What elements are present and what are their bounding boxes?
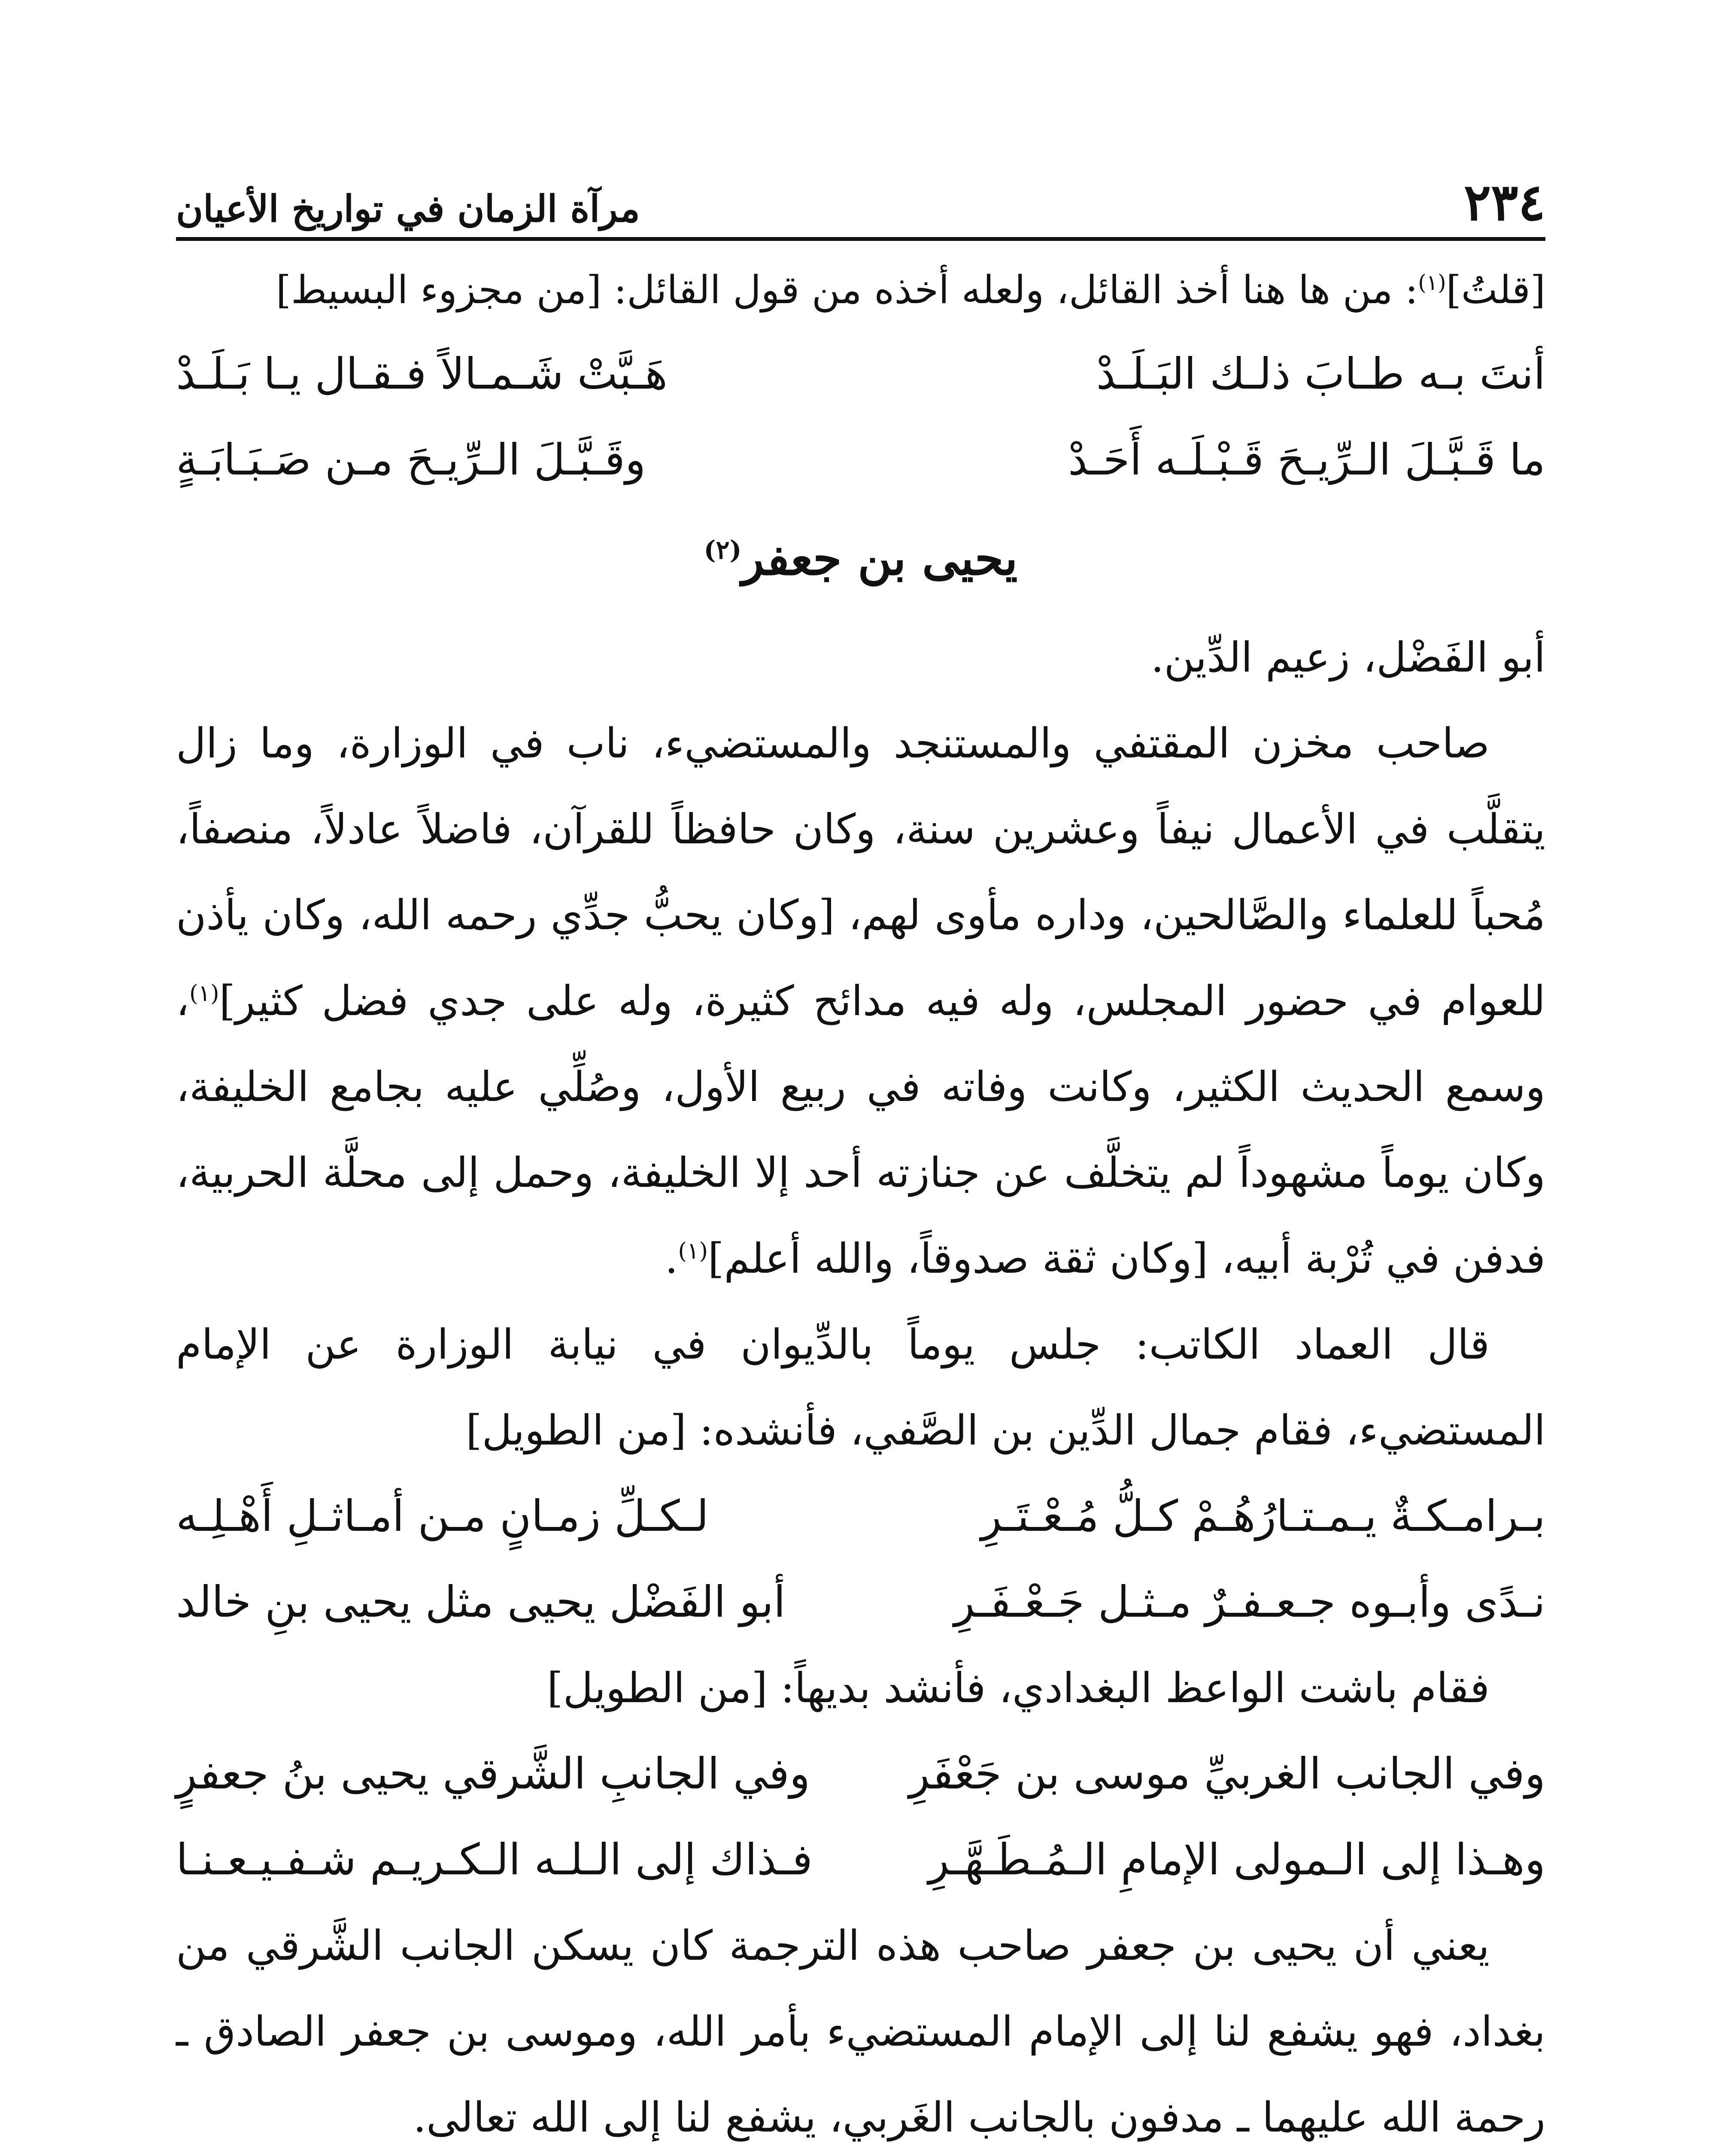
verse-first-hemistich: ما قَـبَّـلَ الـرِّيـحَ قَـبْـلَـه أَحَـدْ [1068, 435, 1545, 485]
imad-paragraph: قال العماد الكاتب: جلس يوماً بالدِّيوان في نيابة الوزارة عن الإمام المستضيء، فقام جمال الدِّين بن الصَّفي، فأنشده: [من الطويل] [176, 1320, 1545, 1454]
poem-2 [176, 1473, 1545, 1645]
verse-line [176, 1817, 1545, 1903]
intro-bracket: [قلتُ] [1446, 268, 1545, 313]
footnote-ref: (٢) [704, 535, 742, 565]
page-number: ٢٣٤ [1463, 172, 1545, 232]
bio-end: . [665, 1235, 678, 1283]
heading-text: يحيى بن جعفر [741, 532, 1018, 586]
commentary-paragraph: يعني أن يحيى بن جعفر صاحب هذه الترجمة كان يسكن الجانب الشَّرقي من بغداد، فهو يشفع لنا إلى الإمام المستضيء بأمر الله، وموسى بن جعفر الصادق ـ رحمة الله عليهما ـ مدفون بالجانب الغَربي، يشفع لنا إلى الله تعالى. [176, 1922, 1546, 2141]
footnote-ref: (١) [1418, 270, 1446, 295]
poem-1 [176, 331, 1545, 503]
verse-second-hemistich: هَـبَّتْ شَـمـالاً فـقـال يـا بَـلَـدْ [176, 349, 668, 399]
verse-second-hemistich: أبو الفَضْل يحيى مثل يحيى بنِ خالد [176, 1577, 786, 1627]
entry-heading [176, 503, 1545, 614]
verse-second-hemistich: لـكـلِّ زمـانٍ مـن أمـاثـلِ أَهْـلِـه [176, 1491, 709, 1541]
verse-second-hemistich: وفي الجانبِ الشَّرقي يحيى بنُ جعفرٍ [176, 1749, 810, 1799]
verse-first-hemistich: نـدًى وأبـوه جـعـفـرٌ مـثـل جَـعْـفَـرِ [954, 1577, 1545, 1627]
intro-paragraph [176, 249, 1545, 331]
verse-line [176, 417, 1545, 503]
running-title: مرآة الزمان في تواريخ الأعيان [176, 187, 640, 231]
verse-first-hemistich: وهـذا إلى الـمولى الإمامِ الـمُـطَـهَّـرِ [928, 1834, 1545, 1885]
verse-line [176, 331, 1545, 417]
verse-first-hemistich: بـرامـكـةٌ يـمـتـارُهُـمْ كـلُّ مُـعْـتَـرِ [980, 1491, 1545, 1541]
bio-text-2: ، وسمع الحديث الكثير، وكانت وفاته في ربيع الأول، وصُلِّي عليه بجامع الخليفة، وكان يوماً مشهوداً لم يتخلَّف عن جنازته أحد إلا الخليفة، وحمل إلى محلَّة الحربية، فدفن في تُرْبة أبيه، [وكان ثقة صدوقاً، والله أعلم] [176, 977, 1545, 1283]
bashat-paragraph: فقام باشت الواعظ البغدادي، فأنشد بديهاً: [من الطويل] [547, 1664, 1490, 1712]
verse-first-hemistich: وفي الجانب الغربيِّ موسى بن جَعْفَرِ [909, 1749, 1545, 1799]
verse-line [176, 1473, 1545, 1559]
page [176, 163, 1545, 2147]
verse-second-hemistich: فـذاك إلى الـلـه الـكـريـم شـفـيـعـنـا [176, 1834, 813, 1885]
bio-text: صاحب مخزن المقتفي والمستنجد والمستضيء، ناب في الوزارة، وما زال يتقلَّب في الأعمال نيفاً وعشرين سنة، وكان حافظاً للقرآن، فاضلاً عادلاً، منصفاً، مُحباً للعلماء والصَّالحين، وداره مأوى لهم، [وكان يحبُّ جدِّي رحمه الله، وكان يأذن للعوام في حضور المجلس، وله فيه مدائح كثيرة، وله على جدي فضل كثير] [176, 719, 1545, 1025]
page-header [176, 163, 1545, 232]
footnote-ref: (١) [678, 1238, 708, 1264]
verse-line [176, 1559, 1545, 1645]
header-rule [176, 237, 1545, 241]
kunya-line: أبو الفَضْل، زعيم الدِّين. [1150, 633, 1545, 681]
verse-line [176, 1731, 1545, 1817]
verse-second-hemistich: وقَـبَّـلَ الـرِّيـحَ مـن صَـبَـابَـةٍ [176, 435, 646, 485]
verse-first-hemistich: أنتَ بـه طـابَ ذلـك البَـلَـدْ [1096, 349, 1545, 399]
footnote-ref: (١) [189, 980, 219, 1007]
intro-text: : من ها هنا أخذ القائل، ولعله أخذه من قول القائل: [من مجزوء البسيط] [276, 268, 1418, 313]
poem-3 [176, 1731, 1545, 1903]
bio-paragraph [176, 700, 1545, 1302]
